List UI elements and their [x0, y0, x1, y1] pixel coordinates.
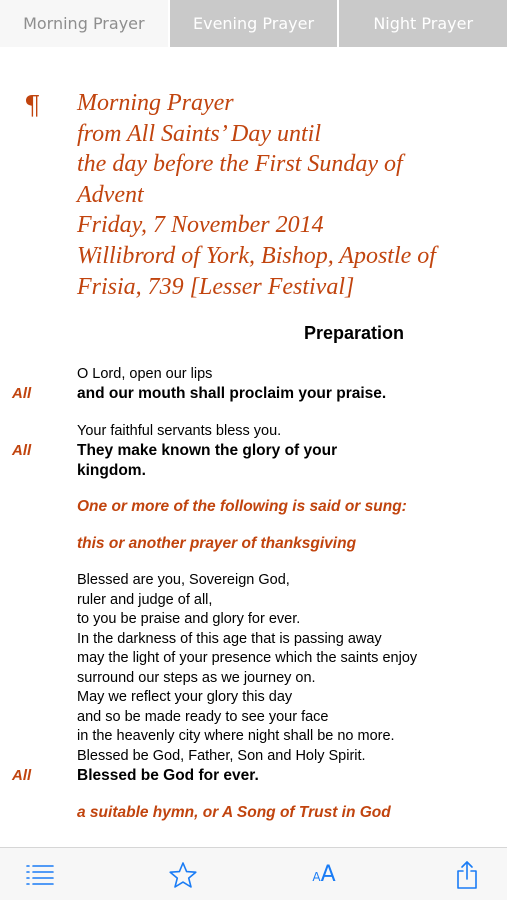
- liturgy-content[interactable]: [0, 47, 507, 847]
- pilcrow-icon: ¶: [24, 91, 41, 121]
- favorite-button[interactable]: [153, 848, 213, 900]
- rubric: One or more of the following is said or sung:: [77, 498, 407, 515]
- all-label: All: [12, 767, 32, 784]
- title-line: Willibrord of York, Bishop, Apostle of: [77, 242, 436, 269]
- prayer-line: surround our steps as we journey on.: [77, 669, 316, 686]
- all-label: All: [12, 442, 32, 459]
- tab-morning-prayer[interactable]: Morning Prayer: [0, 0, 168, 47]
- prayer-line: may the light of your presence which the saints enjoy: [77, 650, 418, 666]
- list-icon: [25, 863, 55, 887]
- prayer-line: Blessed are you, Sovereign God,: [77, 572, 290, 588]
- title-line: Advent: [77, 181, 144, 208]
- title-line: Friday, 7 November 2014: [77, 212, 324, 239]
- versicle-leader: Your faithful servants bless you.: [77, 423, 282, 439]
- title-line: Frisia, 739 [Lesser Festival]: [77, 273, 355, 300]
- prayer-line: Blessed be God, Father, Son and Holy Spirit.: [77, 747, 366, 764]
- office-title: [77, 88, 497, 302]
- prayer-line: ruler and judge of all,: [77, 591, 213, 608]
- closing-response: Blessed be God for ever.: [77, 767, 259, 784]
- title-line: from All Saints’ Day until: [77, 120, 322, 147]
- text-size-button[interactable]: [294, 848, 354, 900]
- prayer-line: In the darkness of this age that is passing away: [77, 630, 382, 647]
- prayer-line: in the heavenly city where night shall be no more.: [77, 728, 395, 744]
- title-line: Morning Prayer: [77, 90, 234, 116]
- title-line: the day before the First Sunday of: [77, 151, 403, 178]
- versicle-response: They make known the glory of your: [77, 442, 338, 459]
- versicle-response: kingdom.: [77, 462, 146, 479]
- rubric: this or another prayer of thanksgiving: [77, 535, 357, 552]
- rubric: a suitable hymn, or A Song of Trust in God: [77, 804, 391, 821]
- thanksgiving-prayer: [77, 571, 417, 766]
- star-icon: [168, 861, 198, 889]
- versicle-response: and our mouth shall proclaim your praise.: [77, 385, 387, 402]
- share-button[interactable]: [437, 848, 497, 900]
- tab-night-prayer[interactable]: Night Prayer: [337, 0, 507, 47]
- tab-evening-prayer[interactable]: Evening Prayer: [168, 0, 338, 47]
- all-label: All: [12, 385, 32, 402]
- prayer-tab-bar: [0, 0, 507, 47]
- prayer-line: to you be praise and glory for ever.: [77, 611, 301, 627]
- section-heading: Preparation: [304, 323, 405, 343]
- prayer-line: and so be made ready to see your face: [77, 708, 329, 725]
- prayer-line: May we reflect your glory this day: [77, 689, 293, 705]
- contents-button[interactable]: [10, 848, 70, 900]
- versicle-leader: O Lord, open our lips: [77, 366, 213, 382]
- bottom-toolbar: [0, 847, 507, 900]
- text-size-icon: AA: [312, 862, 336, 887]
- share-icon: [455, 860, 479, 890]
